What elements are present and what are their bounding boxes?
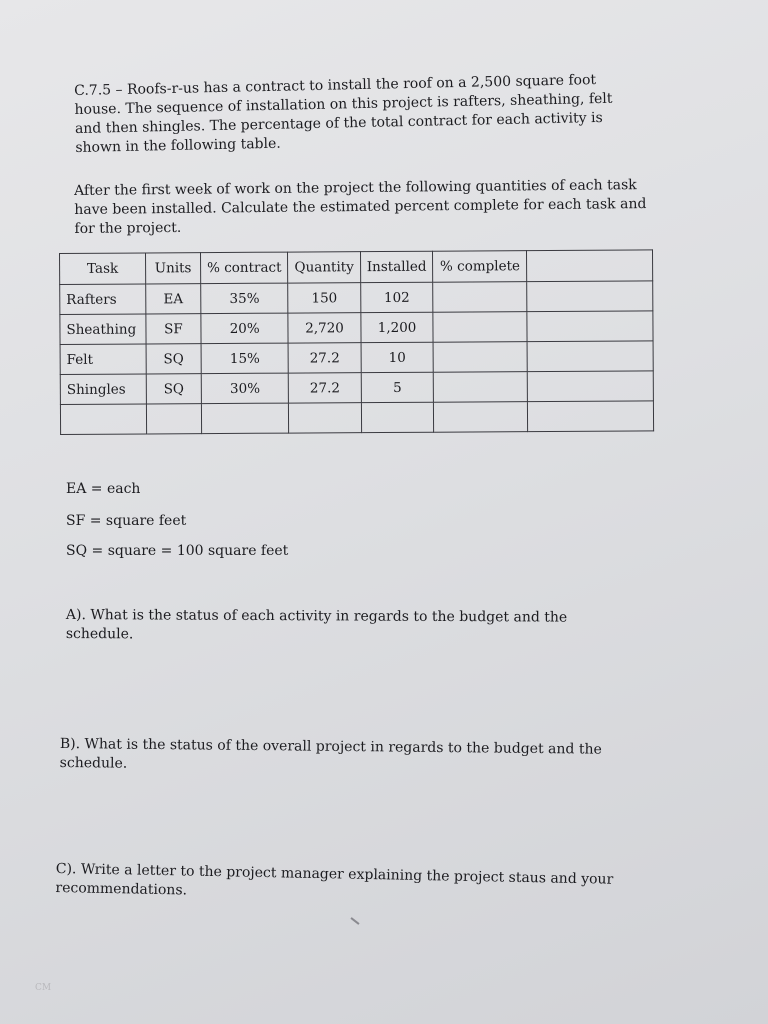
cell-percent-contract: 35% [201,283,289,314]
header-task: Task [60,253,146,285]
header-blank [527,250,653,282]
cell-task [60,404,146,435]
legend-ea: EA = each [66,481,141,497]
cell-percent-complete [433,312,527,343]
question-c: C). Write a letter to the project manager explaining the project staus and your recommendations. [55,860,614,899]
faint-corner-mark: CM [35,983,52,993]
cell-percent-contract: 20% [201,313,289,344]
header-units: Units [146,253,201,284]
cell-units: SF [146,314,201,344]
table-row [60,281,654,315]
cell-task: Sheathing [60,314,146,345]
cell-units: SQ [146,374,201,404]
cell-blank [528,371,654,402]
problem-intro: C.7.5 – Roofs-r-us has a contract to install the roof on a 2,500 square foot house. The sequence of installation on this project is rafters, sheathing, felt and then shingles. The percentage of the total contract for each activity is shown in the following table. [74,72,613,156]
cell-percent-complete [433,342,527,373]
task-table-wrapper [59,249,655,435]
cell-quantity: 27.2 [289,373,361,403]
cell-quantity: 27.2 [288,343,360,373]
cell-task: Shingles [60,374,146,405]
header-quantity: Quantity [288,252,361,283]
header-installed: Installed [360,251,433,282]
cell-installed: 1,200 [361,312,434,342]
cell-units: EA [146,284,201,314]
cell-installed: 5 [361,372,434,402]
cell-units: SQ [146,344,201,374]
cell-percent-complete [434,402,528,433]
legend-sf: SF = square feet [66,513,187,529]
cell-quantity: 2,720 [288,313,360,343]
legend-sq: SQ = square = 100 square feet [66,543,289,559]
question-b: B). What is the status of the overall project in regards to the budget and the schedule. [59,735,602,772]
cell-percent-contract: 30% [201,373,289,404]
cell-task: Rafters [60,284,146,315]
cell-percent-contract [201,403,289,434]
table-row [60,371,654,405]
cell-blank [528,401,654,432]
header-percent-contract: % contract [201,252,289,284]
cell-units [146,404,201,434]
cell-installed: 10 [361,342,434,372]
table-row [60,311,654,345]
cell-blank [527,311,653,342]
question-a: A). What is the status of each activity in regards to the budget and the schedule. [65,607,568,643]
cell-task: Felt [60,344,146,375]
header-percent-complete: % complete [433,251,527,283]
cell-installed: 102 [360,282,433,312]
table-row-empty [60,401,654,435]
cell-percent-complete [434,372,528,403]
cell-blank [527,341,653,372]
pencil-mark [350,917,359,925]
cell-percent-contract: 15% [201,343,289,374]
cell-percent-complete [433,282,527,313]
cell-installed [361,402,434,432]
cell-blank [527,281,653,312]
table-header-row [60,250,654,285]
cell-quantity [289,403,361,433]
table-row [60,341,654,375]
cell-quantity: 150 [288,283,360,313]
problem-instruction: After the first week of work on the project the following quantities of each task have been installed. Calculate the estimated percent complete for each task and for the project. [74,177,647,237]
task-table [59,249,655,435]
